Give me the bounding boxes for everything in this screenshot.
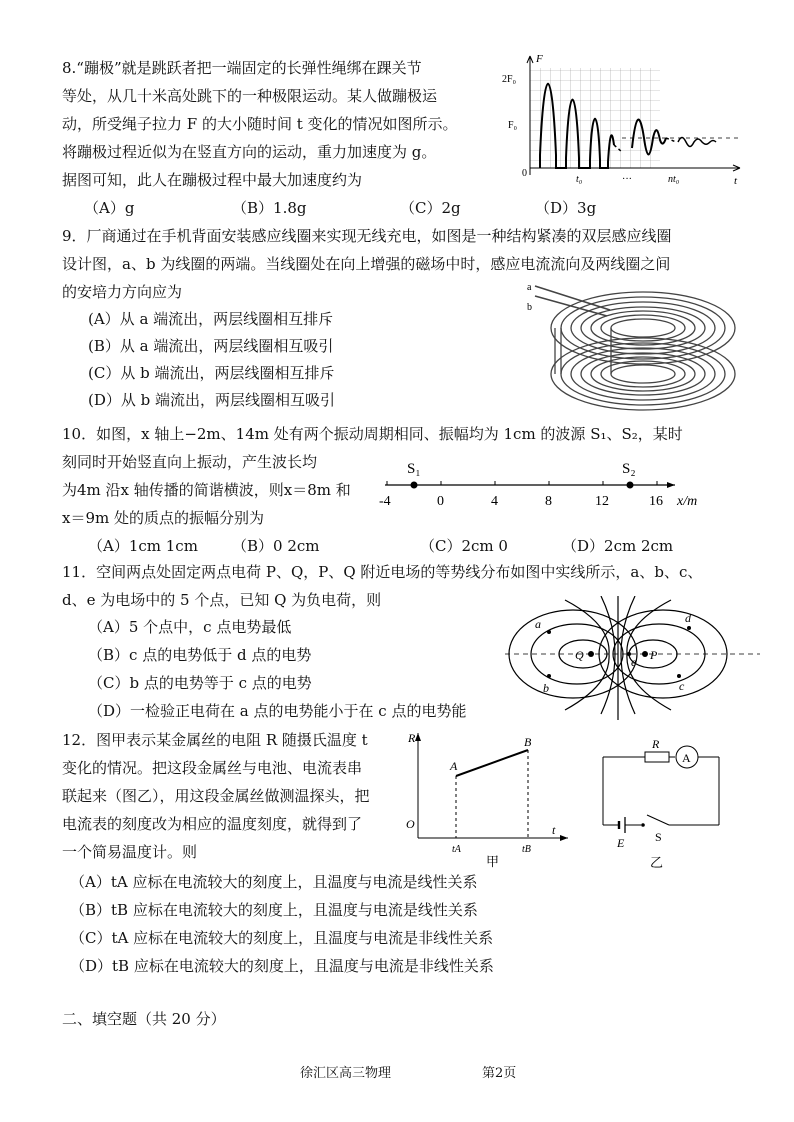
- q11-line-2: d、e 为电场中的 5 个点，已知 Q 为负电荷，则: [62, 591, 382, 609]
- q10-axis-label: x/m: [677, 494, 698, 509]
- q12-graph-point-b: B: [524, 735, 532, 749]
- footer-left: 徐汇区高三物理: [300, 1066, 392, 1081]
- section-2-title: 二、填空题（共 20 分）: [62, 1010, 226, 1028]
- q12-option-b[interactable]: （B）tB 应标在电流较大的刻度上，且温度与电流是线性关系: [70, 901, 478, 919]
- q12-graph-tick-a: tA: [452, 844, 461, 855]
- q12-resistance-graph: [398, 728, 573, 868]
- q10-option-d[interactable]: （D）2cm 2cm: [562, 537, 674, 555]
- q10-label-s2: S₂: [622, 461, 636, 477]
- q10-option-b[interactable]: （B）0 2cm: [232, 537, 320, 555]
- footer-page-number: 第2页: [482, 1066, 517, 1081]
- q10-option-c[interactable]: （C）2cm 0: [420, 537, 508, 555]
- q11-option-c[interactable]: （C）b 点的电势等于 c 点的电势: [88, 674, 312, 692]
- q12-circuit-resistor-label: R: [652, 737, 660, 751]
- q12-graph-origin: O: [406, 817, 415, 831]
- q10-tick-0: 0: [437, 494, 444, 509]
- q11-point-b-dot: [547, 674, 551, 678]
- q9-option-d[interactable]: (D）从 b 端流出，两层线圈相互吸引: [88, 391, 336, 409]
- q9-line-3: 的安培力方向应为: [62, 283, 183, 301]
- q10-line-1: 10．如图，x 轴上−2m、14m 处有两个振动周期相同、振幅均为 1cm 的波源 S₁、S₂，某时: [62, 425, 683, 443]
- q12-circuit-switch-label: S: [655, 830, 662, 844]
- q12-graph-caption: 甲: [486, 854, 500, 868]
- q12-circuit-caption: 乙: [650, 855, 664, 870]
- q8-xtick-t0: t₀: [576, 174, 583, 185]
- q10-tick--4: -4: [379, 494, 391, 509]
- q12-graph-point-a: A: [450, 759, 458, 773]
- q12-option-c[interactable]: （C）tA 应标在电流较大的刻度上，且温度与电流是非线性关系: [70, 929, 494, 947]
- q9-option-c[interactable]: (C）从 b 端流出，两层线圈相互排斥: [88, 364, 335, 382]
- q10-tick-4: 4: [491, 494, 498, 509]
- q8-force-time-graph: [500, 50, 750, 190]
- q12-line-5: 一个简易温度计。则: [62, 843, 198, 861]
- q11-label-a: a: [535, 617, 541, 631]
- q8-line-1: 8.“蹦极”就是跳跃者把一端固定的长弹性绳绑在踝关节: [62, 59, 422, 77]
- q8-origin-label: 0: [522, 168, 527, 179]
- q12-option-d[interactable]: （D）tB 应标在电流较大的刻度上，且温度与电流是非线性关系: [70, 957, 494, 975]
- q12-graph-x-label: t: [552, 823, 556, 837]
- q12-line-2: 变化的情况。把这段金属丝与电池、电流表串: [62, 759, 363, 777]
- q11-line-1: 11．空间两点处固定两点电荷 P、Q，P、Q 附近电场的等势线分布如图中实线所示，a、b、c、: [62, 563, 703, 581]
- q11-option-b[interactable]: （B）c 点的电势低于 d 点的电势: [88, 646, 312, 664]
- q12-line-1: 12．图甲表示某金属丝的电阻 R 随摄氏温度 t: [62, 731, 368, 749]
- q10-tick-16: 16: [649, 494, 663, 509]
- q8-xtick-nt0: nt₀: [668, 174, 680, 185]
- q11-charge-q: [588, 651, 594, 657]
- q11-point-a-dot: [547, 630, 551, 634]
- q8-option-c[interactable]: （C）2g: [400, 199, 461, 217]
- q11-label-p: P: [650, 648, 658, 662]
- q10-line-3: 为4m 沿x 轴传播的简谐横波，则x＝8m 和: [62, 481, 351, 499]
- q8-ytick-2f0: 2F₀: [502, 74, 517, 85]
- q8-line-3: 动，所受绳子拉力 F 的大小随时间 t 变化的情况如图所示。: [62, 115, 458, 133]
- q11-option-a[interactable]: （A）5 个点中，c 点电势最低: [88, 618, 292, 636]
- q10-line-4: x＝9m 处的质点的振幅分别为: [62, 509, 264, 527]
- q8-option-d[interactable]: （D）3g: [535, 199, 597, 217]
- q11-charge-p: [642, 651, 648, 657]
- q10-source-s2-dot: [627, 482, 634, 489]
- q12-circuit-ammeter-label: A: [682, 751, 691, 765]
- q9-end-a: a: [527, 282, 532, 293]
- q11-label-e: e: [631, 655, 637, 669]
- q11-label-c: c: [679, 679, 685, 693]
- q12-graph-tick-b: tB: [522, 844, 531, 855]
- q9-option-a[interactable]: (A）从 a 端流出，两层线圈相互排斥: [88, 310, 334, 328]
- q8-line-2: 等处，从几十米高处跳下的一种极限运动。某人做蹦极运: [62, 87, 438, 105]
- q11-label-b: b: [543, 681, 549, 695]
- q12-graph-y-label: R: [408, 731, 416, 745]
- q11-equipotential-figure: [505, 596, 760, 720]
- q8-x-axis-label: t: [734, 175, 738, 187]
- q8-option-b[interactable]: （B）1.8g: [232, 199, 307, 217]
- q8-line-5: 据图可知，此人在蹦极过程中最大加速度约为: [62, 171, 363, 189]
- q12-circuit-battery-label: E: [617, 836, 625, 850]
- q10-label-s1: S₁: [407, 461, 421, 477]
- q8-ytick-f0: F₀: [508, 120, 518, 131]
- q9-end-b: b: [527, 302, 532, 313]
- q9-option-b[interactable]: (B）从 a 端流出，两层线圈相互吸引: [88, 337, 334, 355]
- q11-point-d-dot: [687, 626, 691, 630]
- q12-line-3: 联起来（图乙），用这段金属丝做测温探头，把: [62, 787, 370, 805]
- q8-option-a[interactable]: （A）g: [84, 199, 135, 217]
- q8-y-axis-label: F: [536, 53, 543, 65]
- q12-switch-pivot: [641, 823, 645, 827]
- q12-line-4: 电流表的刻度改为相应的温度刻度，就得到了: [62, 815, 363, 833]
- q10-tick-12: 12: [595, 494, 609, 509]
- q10-tick-8: 8: [545, 494, 552, 509]
- q11-point-c-dot: [677, 674, 681, 678]
- q12-circuit-diagram: [595, 735, 735, 870]
- q9-line-1: 9．厂商通过在手机背面安装感应线圈来实现无线充电，如图是一种结构紧凑的双层感应线圈: [62, 227, 672, 245]
- q10-option-a[interactable]: （A）1cm 1cm: [88, 537, 198, 555]
- q11-label-q: Q: [575, 648, 584, 662]
- q12-option-a[interactable]: （A）tA 应标在电流较大的刻度上，且温度与电流是线性关系: [70, 873, 478, 891]
- q9-coil-figure: [515, 276, 745, 420]
- q11-label-d: d: [685, 611, 691, 625]
- q9-line-2: 设计图，a、b 为线圈的两端。当线圈处在向上增强的磁场中时，感应电流流向及两线圈之间: [62, 255, 671, 273]
- q12-rt-line: [456, 750, 528, 776]
- q10-source-s1-dot: [411, 482, 418, 489]
- q10-x-axis-figure: [375, 455, 715, 510]
- q8-line-4: 将蹦极过程近似为在竖直方向的运动，重力加速度为 g。: [62, 143, 437, 161]
- q10-line-2: 刻同时开始竖直向上振动，产生波长均: [62, 453, 318, 471]
- q8-xtick-dots: ···: [622, 174, 632, 185]
- q11-option-d[interactable]: （D）一检验正电荷在 a 点的电势能小于在 c 点的电势能: [88, 702, 467, 720]
- q12-resistor: [645, 752, 669, 762]
